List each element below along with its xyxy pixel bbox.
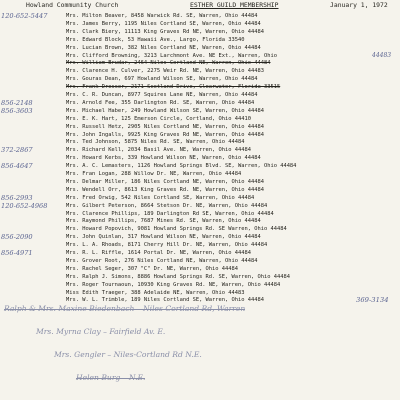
handwritten-phone-extra: 369-3134 [356, 296, 389, 305]
member-entry: Mrs. Clarence H. Culver, 2275 Weir Rd. NE, Warren, Ohio 44483 [66, 68, 264, 75]
member-entry: Mrs. Howard Popovich, 9081 Howland Springs Rd. SE Warren, Ohio 44484 [66, 226, 287, 233]
handwritten-phone: 856-2993 [1, 193, 33, 202]
member-entry: Mrs. Richard Kell, 2034 Basil Ave. NE, Warren, Ohio 44484 [66, 147, 251, 154]
member-entry: Mrs. Ted Johnson, 5875 Niles Rd. SE, Warren, Ohio 44484 [66, 139, 245, 146]
member-entry: Mrs. Raymond Phillips, 7687 Mines Rd. SE, Warren, Ohio 44484 [66, 218, 261, 225]
member-row [0, 115, 400, 123]
member-row [0, 202, 400, 210]
member-entry: Mrs. Fred Orwig, 542 Niles Cortland SE, Warren, Ohio 44484 [66, 194, 255, 201]
member-entry: Mrs. John Ingalls, 9925 King Graves Rd NE, Warren, Ohio 44484 [66, 131, 264, 138]
member-row [0, 257, 400, 265]
member-entry: Mrs. Ralph J. Simons, 8886 Howland Springs Rd. SE, Warren, Ohio 44484 [66, 273, 290, 280]
strike-line [4, 309, 245, 310]
member-row [0, 265, 400, 273]
handwritten-phone: 120-652-4968 [1, 201, 48, 210]
member-row [0, 225, 400, 233]
member-row [0, 44, 400, 52]
member-entry: Mrs. Gouras Dean, 697 Howland Wilson SE, Warren, Ohio 44484 [66, 76, 258, 83]
member-row [0, 146, 400, 154]
member-row [0, 12, 400, 20]
member-row [0, 162, 400, 170]
member-row [0, 170, 400, 178]
member-row [0, 178, 400, 186]
member-entry: Mrs. E. K. Hart, 125 Emerson Circle, Cortland, Ohio 44410 [66, 115, 251, 122]
handwritten-addition-text: Mrs. Myrna Clay – Fairfield Av. E. [36, 327, 166, 336]
member-entry: Mrs. C. R. Duncan, 8977 Squires Lane NE, Warren, Ohio 44484 [66, 92, 258, 98]
church-name: Howland Community Church [26, 1, 119, 9]
member-row [0, 20, 400, 28]
member-row [0, 241, 400, 249]
handwritten-phone: 120-652-5447 [1, 12, 48, 20]
member-entry: Mrs. Michael Haber, 249 Howland Wilson SE, Warren, Ohio 44484 [66, 107, 264, 114]
member-entry: Mrs. Frank Dresser, 2171 Scotland Drive, Clearwater, Florida 33515 [66, 84, 281, 91]
handwritten-phone: 856-4971 [1, 249, 33, 257]
member-row [0, 123, 400, 131]
member-entry: Mrs. Clarence Phillips, 189 Darlington Rd SE, Warren, Ohio 44484 [66, 210, 274, 217]
member-row [0, 249, 400, 257]
member-row [0, 75, 400, 83]
member-row [0, 28, 400, 36]
member-zip: 44483 [372, 51, 392, 59]
document-title: ESTHER GUILD MEMBERSHIP [190, 1, 279, 9]
member-entry: Mrs. Grover Root, 276 Niles Cortland NE, Warren, Ohio 44484 [66, 257, 258, 264]
member-entry: Mrs. Clifford Browning, 3213 Larchmont Ave. NE Ext., Warren, Ohio [66, 52, 277, 59]
member-entry: Mrs. L. A. Rhoads, 8171 Cherry Hill Dr. NE, Warren, Ohio 44484 [66, 242, 268, 249]
handwritten-addition [36, 327, 165, 337]
member-row [0, 281, 400, 289]
member-entry: Mrs. Roger Tournaoun, 10930 King Graves Rd. NE, Warren, Ohio 44484 [66, 281, 281, 288]
member-row [0, 217, 400, 225]
handwritten-phone: 856-2090 [1, 233, 33, 242]
member-entry: Mrs. Clark Biery, 11113 King Graves Rd NE, Warren, Ohio 44484 [66, 28, 264, 35]
member-row [0, 289, 400, 297]
member-entry: Mrs. Russell Hetz, 2905 Niles Cortland NE, Warren, Ohio 44484 [66, 123, 264, 130]
member-row [0, 194, 400, 202]
member-row [0, 36, 400, 44]
member-entry: Mrs. Wendell Orr, 8613 King Graves Rd. NE, Warren, Ohio 44484 [66, 186, 264, 193]
member-entry: Mrs. Milton Beaver, 8458 Warwick Rd. SE, Warren, Ohio 44484 [66, 13, 258, 19]
strike-line [76, 378, 145, 379]
member-row [0, 210, 400, 218]
member-entry: Mrs. Howard Kerbs, 339 Howland Wilson NE, Warren, Ohio 44484 [66, 155, 261, 162]
member-entry: Mrs. R. L. Riffle, 1614 Portal Dr. NE, Warren, Ohio 44484 [66, 250, 251, 256]
member-entry: Mrs. John Quinlan, 317 Howland Wilson NE, Warren, Ohio 44484 [66, 234, 261, 241]
member-row [0, 52, 400, 60]
member-row [0, 233, 400, 241]
member-row [0, 59, 400, 67]
member-entry: Mrs. Delmar Miller, 186 Niles Cortland NE, Warren, Ohio 44484 [66, 178, 264, 185]
member-entry: Mrs. A. C. Lemasters, 1126 Howland Springs Blvd. SE, Warren, Ohio 44484 [66, 163, 297, 170]
member-entry: Mrs. Arnold Fee, 355 Darlington Rd. SE, Warren, Ohio 44484 [66, 99, 255, 106]
member-row [0, 131, 400, 139]
member-entry: Mrs. James Berry, 1195 Niles Cortland SE, Warren, Ohio 44484 [66, 20, 261, 27]
member-entry: Mrs. William Brudar, 2464 Niles Cortland NE, Warren, Ohio 44484 [66, 60, 271, 67]
member-entry: Mrs. Edward Block, 53 Hawaii Ave., Largo, Florida 33540 [66, 36, 245, 43]
member-row [0, 154, 400, 162]
member-entry: Mrs. W. L. Trimble, 189 Niles Cortland SE, Warren, Ohio 44484 [66, 297, 264, 304]
handwritten-addition-text: Mrs. Gengler – Niles-Cortland Rd N.E. [54, 350, 202, 359]
member-entry: Mrs. Lucian Brown, 382 Niles Cortland NE, Warren, Ohio 44484 [66, 44, 261, 51]
member-row [0, 138, 400, 146]
member-row [0, 107, 400, 115]
handwritten-addition [54, 350, 202, 360]
member-row [0, 99, 400, 107]
member-entry: Mrs. Fran Logan, 288 Willow Dr. NE, Warren, Ohio 44484 [66, 171, 242, 177]
member-entry: Miss Edith Traeger, 388 Adelaide NE, Warren, Ohio 44483 [66, 289, 245, 296]
member-row [0, 186, 400, 194]
handwritten-phone: 856-2148 [1, 98, 33, 107]
member-row [0, 67, 400, 75]
member-row [0, 83, 400, 91]
member-row [0, 91, 400, 99]
member-entry: Mrs. Rachel Seger, 307 "C" Dr. NE, Warren, Ohio 44484 [66, 265, 239, 272]
handwritten-phone: 372-2867 [1, 146, 33, 155]
document-date: January 1, 1972 [330, 1, 388, 9]
member-row [0, 273, 400, 281]
handwritten-phone: 856-3603 [1, 106, 33, 115]
handwritten-addition [4, 304, 245, 314]
member-entry: Mrs. Gilbert Peterson, 8664 Stetson Dr. NE, Warren, Ohio 44484 [66, 202, 268, 209]
handwritten-phone: 856-4647 [1, 162, 33, 171]
handwritten-addition [76, 373, 145, 383]
